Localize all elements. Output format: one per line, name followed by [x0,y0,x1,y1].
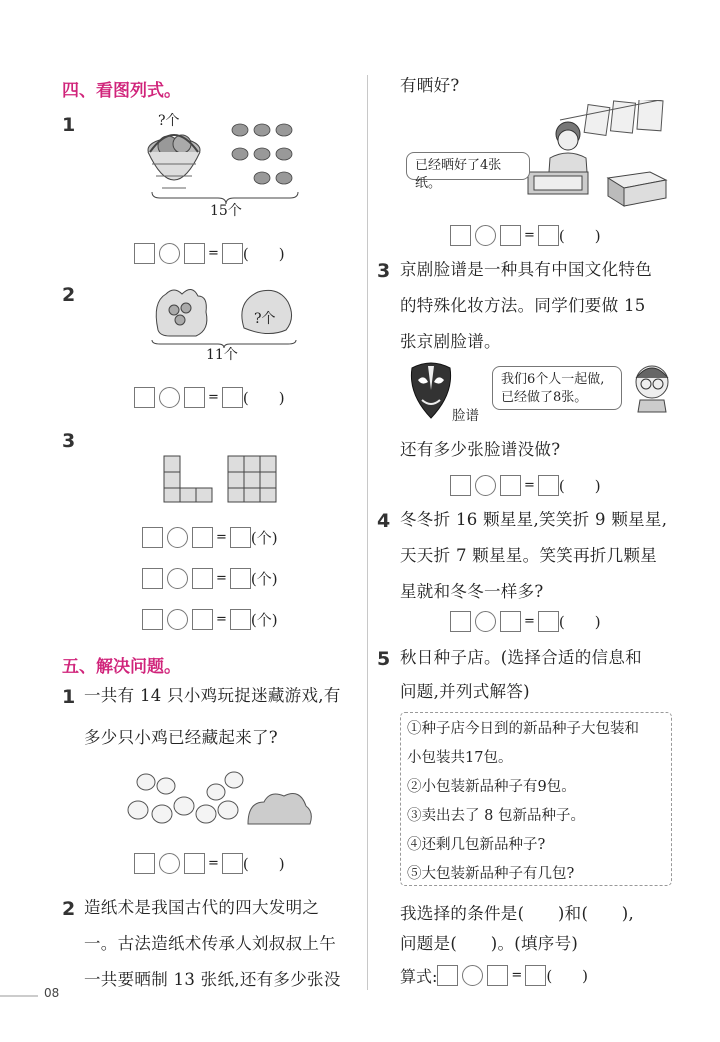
answer-box[interactable] [134,243,155,264]
formula-label: 算式: [400,966,438,986]
info-item-3: ③卖出去了 8 包新品种子。 [407,808,585,824]
answer-box[interactable] [134,853,155,874]
info-item-2: ②小包装新品种子有9包。 [407,779,576,795]
answer-box[interactable] [450,225,471,246]
s5-q3-speech-bubble [492,366,622,410]
hands-illustration [148,282,308,352]
answer-box[interactable] [142,609,163,630]
answer-box[interactable] [222,387,243,408]
s4-q2-total-label: 11个 [206,347,238,363]
answer-box[interactable] [222,853,243,874]
s5-q3-number: 3 [377,260,391,282]
answer-box[interactable] [500,225,521,246]
s5-q5-formula: 算式: = ( ) [400,962,588,988]
section5-title: 五、解决问题。 [62,657,181,677]
s5-q4-line3: 星就和冬冬一样多? [400,582,544,601]
answer-box[interactable] [192,527,213,548]
mask-label: 脸谱 [452,408,479,424]
s5-q4-equation: = ( ) [450,610,601,632]
answer-box[interactable] [184,243,205,264]
cubes-illustration [162,452,282,504]
answer-paren[interactable]: ( ) [558,226,601,245]
footer-rule [0,995,38,997]
s4-q1-equation: = ( ) [134,242,285,264]
answer-paren[interactable]: ( ) [242,854,285,873]
answer-box[interactable] [487,965,508,986]
section4-title: 四、看图列式。 [62,81,181,101]
s5-q2-number: 2 [62,898,76,920]
answer-box[interactable] [500,611,521,632]
s5-q3-line1: 京剧脸谱是一种具有中国文化特色 [400,260,652,279]
answer-box[interactable] [538,611,559,632]
operator-circle[interactable] [167,568,188,589]
answer-paren[interactable]: ( ) [242,244,285,263]
s5-q4-number: 4 [377,510,391,532]
s4-q2-number: 2 [62,284,76,306]
bubble-line-1: 我们6个人一起做, [501,372,605,387]
answer-box[interactable] [192,609,213,630]
answer-box[interactable] [450,475,471,496]
s5-q4-line2: 天天折 7 颗星星。笑笑再折几颗星 [400,546,658,565]
answer-box[interactable] [437,965,458,986]
answer-paren[interactable]: ( ) [546,966,589,985]
s5-q2-line1: 造纸术是我国古代的四大发明之 [84,898,320,917]
s5-q5-line2: 问题,并列式解答) [400,682,530,701]
answer-box[interactable] [192,568,213,589]
answer-box[interactable] [142,527,163,548]
info-item-5: ⑤大包装新品种子有几包? [407,866,575,882]
papermaker-illustration [520,100,680,212]
answer-box[interactable] [525,965,546,986]
s4-q2-equation: = ( ) [134,386,285,408]
operator-circle[interactable] [475,475,496,496]
s5-q1-line2: 多少只小鸡已经藏起来了? [84,728,278,747]
answer-paren[interactable]: ( ) [558,476,601,495]
chicks-illustration [124,762,314,834]
s5-q1-number: 1 [62,686,76,708]
s5-q3-line2: 的特殊化妆方法。同学们要做 15 [400,296,646,315]
s5-q3-line3: 张京剧脸谱。 [400,332,501,351]
opera-mask-icon [406,360,456,422]
s4-q3-number: 3 [62,430,76,452]
s4-q1-unknown-label: ?个 [158,113,180,129]
answer-box[interactable] [184,853,205,874]
boy-illustration [628,362,678,414]
answer-box[interactable] [230,568,251,589]
operator-circle[interactable] [462,965,483,986]
s5-q2-line3: 一共要晒制 13 张纸,还有多少张没 [84,970,341,989]
answer-box[interactable] [538,475,559,496]
page-number: 08 [44,986,60,1000]
answer-paren[interactable]: ( ) [558,612,601,631]
operator-circle[interactable] [475,225,496,246]
answer-box[interactable] [450,611,471,632]
answer-box[interactable] [500,475,521,496]
answer-box[interactable] [538,225,559,246]
operator-circle[interactable] [475,611,496,632]
s5-q2-equation: = ( ) [450,224,601,246]
column-divider [367,75,368,990]
s5-q3-equation: = ( ) [450,474,601,496]
answer-box[interactable] [230,609,251,630]
unit-paren: (个) [250,528,278,547]
s5-q5-choose-line: 我选择的条件是( )和( ), [400,904,635,923]
s4-q1-total-label: 15个 [210,203,242,219]
info-item-4: ④还剩几包新品种子? [407,837,546,853]
operator-circle[interactable] [167,527,188,548]
unit-paren: (个) [250,610,278,629]
s5-q2-line2: 一。古法造纸术传承人刘叔叔上午 [84,934,336,953]
s4-q3-equation-1: = (个) [142,526,278,548]
s5-q3-question: 还有多少张脸谱没做? [400,440,561,459]
s5-q2-speech-bubble: 已经晒好了4张纸。 [406,152,530,180]
answer-box[interactable] [230,527,251,548]
s5-q2-line4: 有晒好? [400,76,460,95]
s4-q3-equation-3: = (个) [142,608,278,630]
operator-circle[interactable] [159,853,180,874]
answer-box[interactable] [222,243,243,264]
info-item-1: ①种子店今日到的新品种子大包装和 [407,721,639,737]
s5-q1-equation: = ( ) [134,852,285,874]
operator-circle[interactable] [159,387,180,408]
unit-paren: (个) [250,569,278,588]
s4-q1-number: 1 [62,114,76,136]
s5-q4-line1: 冬冬折 16 颗星星,笑笑折 9 颗星星, [400,510,668,529]
answer-box[interactable] [142,568,163,589]
answer-box[interactable] [134,387,155,408]
s4-q3-equation-2: = (个) [142,567,278,589]
s5-q5-question-line: 问题是( )。(填序号) [400,934,579,953]
s4-q2-unknown-label: ?个 [254,311,276,327]
operator-circle[interactable] [167,609,188,630]
s5-q1-line1: 一共有 14 只小鸡玩捉迷藏游戏,有 [84,686,341,705]
answer-box[interactable] [184,387,205,408]
answer-paren[interactable]: ( ) [242,388,285,407]
seed-shop-info-box [400,712,672,886]
bubble-line-2: 已经做了8张。 [501,390,588,405]
s5-q5-number: 5 [377,648,391,670]
info-item-1-cont: 小包装共17包。 [407,750,513,766]
operator-circle[interactable] [159,243,180,264]
s5-q5-line1: 秋日种子店。(选择合适的信息和 [400,648,642,667]
